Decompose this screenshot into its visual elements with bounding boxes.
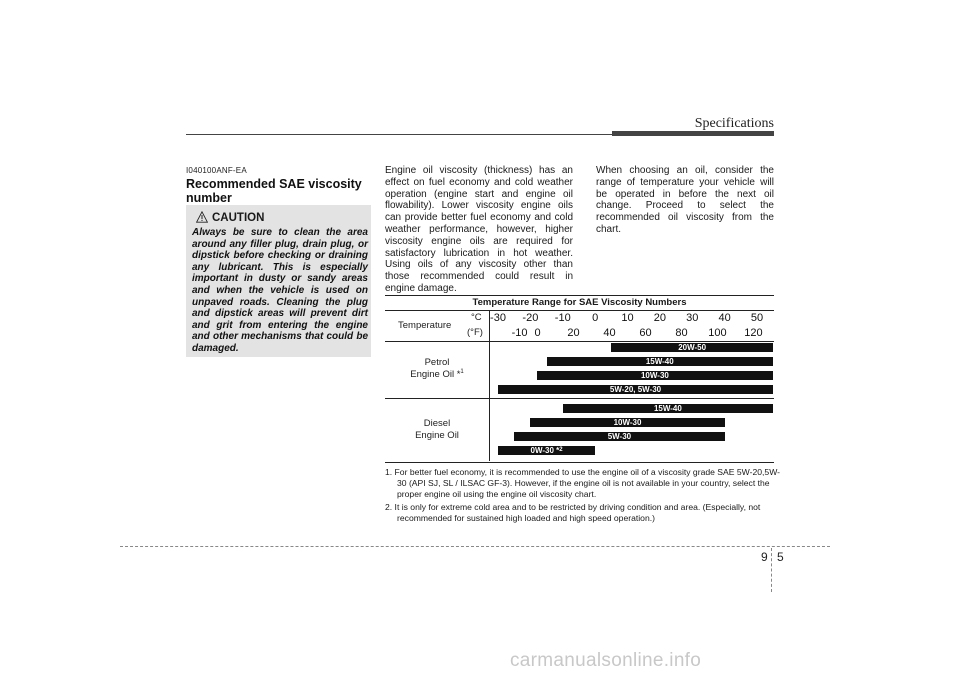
petrol-oil-bar [498,385,773,394]
fahrenheit-tick: 20 [567,327,580,339]
petrol-footnote-mark: 1 [460,369,464,375]
diesel-oil-bar [530,418,724,427]
section-code: I040100ANF-EA [186,166,247,175]
diesel-label: Diesel [423,418,451,429]
celsius-unit: °C [471,312,482,323]
celsius-tick: 30 [686,312,699,324]
petrol-engine-oil-text: Engine Oil * [410,369,461,380]
footer-rule [120,546,830,547]
celsius-tick: 10 [621,312,634,324]
celsius-tick: -20 [522,312,539,324]
viscosity-paragraph: Engine oil viscosity (thickness) has an effect on fuel economy and cold weather operation (engine start and engine oil flowability). Lower viscosity engine oils can provide better fuel economy and cold weather performance, however, higher viscosity engine oils are required for satisfactory lubrication in hot weather. Using oils of any viscosity other than those recommended could result in engine damage. [385,165,573,294]
table-rule-title [385,310,774,311]
watermark: carmanualsonline.info [510,650,702,671]
diesel-oil-bar [563,404,773,413]
diesel-oil-bar [498,446,595,455]
celsius-tick: 20 [653,312,666,324]
petrol-oil-bar [611,343,773,352]
celsius-tick: -30 [490,312,506,324]
petrol-oil-bar-label: 10W-30 [640,371,669,380]
diesel-oil-bar [514,432,724,441]
fahrenheit-tick: 60 [639,327,652,339]
caution-text: Always be sure to clean the area around any filler plug, drain plug, or dipstick before checking or draining any lubricant. This is especially important in dusty or sandy areas and when the vehicle is used on unpaved roads. Cleaning the plug and dipstick areas will prevent dirt and grit from entering the engine and other mechanisms that could be damaged. [192,227,368,354]
celsius-tick: -10 [554,312,571,324]
celsius-tick: 40 [718,312,731,324]
petrol-label: Petrol [424,357,450,368]
fahrenheit-tick: 120 [744,327,763,339]
fahrenheit-tick: 0 [534,327,541,339]
fahrenheit-tick: 100 [708,327,727,339]
celsius-tick: 0 [592,312,599,324]
diesel-oil-bar-label: 15W-40 [653,404,682,413]
header-rule-accent [612,131,774,136]
fahrenheit-tick: 80 [675,327,688,339]
celsius-tick: 50 [750,312,764,324]
petrol-oil-bar [537,371,773,380]
caution-title: CAUTION [212,212,265,224]
section-heading: Recommended SAE viscosity number [186,177,362,205]
diesel-oil-bar-label: 5W-30 [607,432,632,441]
oil-choice-paragraph: When choosing an oil, consider the range of temperature your vehicle will be operated in before the next oil change. Proceed to select the recommended oil viscosity from the chart. [596,165,774,235]
petrol-oil-bar-label: 15W-40 [645,357,674,366]
petrol-oil-bar [547,357,773,366]
table-rule-petrol [385,398,774,399]
petrol-engine-oil-label [389,369,485,380]
page-number-page: 5 [777,550,784,564]
warning-triangle-icon [196,211,208,223]
fahrenheit-unit: (°F) [467,327,483,338]
fahrenheit-tick: 40 [603,327,616,339]
diesel-oil-bar-label: 10W-30 [613,418,642,427]
footnote-1: 1. For better fuel economy, it is recommended to use the engine oil of a viscosity grade SAE 5W-20,5W-30 (API SJ, SL / ILSAC GF-3). However, if the engine oil is not available in your country, select the proper engine oil using the engine oil viscosity chart. [385,467,781,499]
page-number-chapter: 9 [761,550,768,564]
page-number-separator [771,548,772,592]
diesel-engine-oil-label: Engine Oil [415,430,459,441]
diesel-oil-bar-footnote-mark: 2 [559,447,563,453]
table-title: Temperature Range for SAE Viscosity Numbers [472,297,687,308]
table-rule-header [385,341,774,342]
diesel-oil-bar-label: 0W-30 *$^2$ [530,446,563,455]
petrol-oil-bar-label: 20W-50 [678,343,707,352]
footnote-2: 2. It is only for extreme cold area and to be restricted by driving condition and area. (Especially, not recommended for sustained high loaded and high speed operation.) [385,502,761,523]
table-vertical-rule [489,310,490,461]
fahrenheit-tick: -10 [511,327,528,339]
section-title: Specifications [694,116,774,131]
petrol-oil-bar-label: 5W-20, 5W-30 [609,385,662,394]
temperature-label: Temperature [398,320,452,331]
